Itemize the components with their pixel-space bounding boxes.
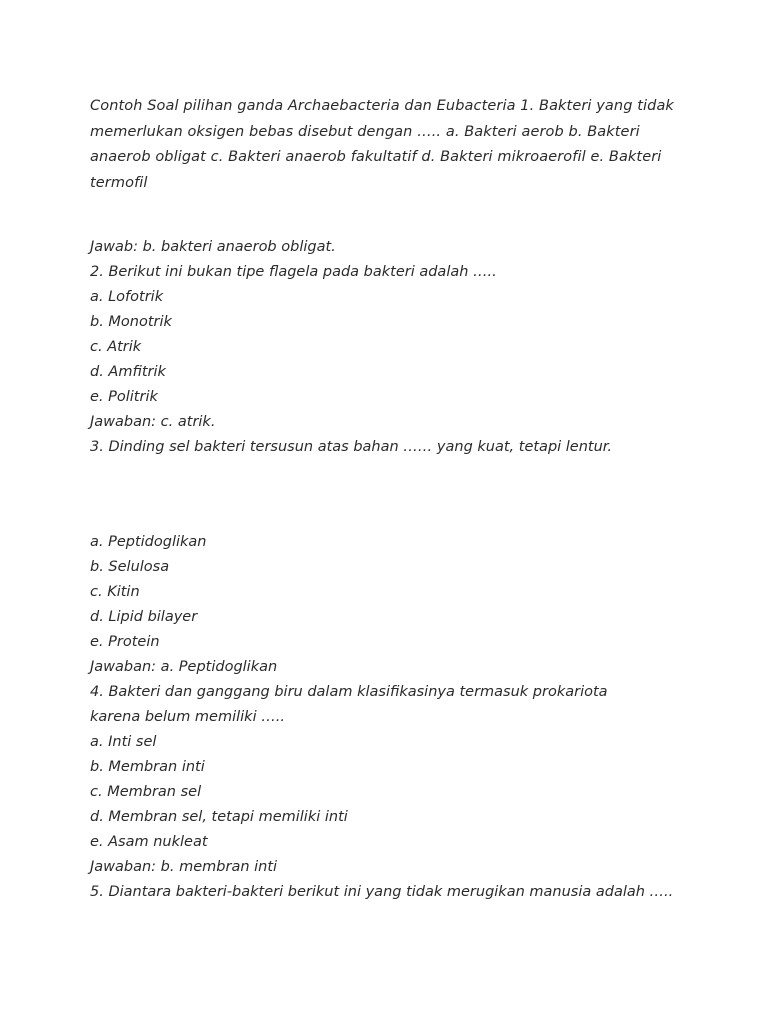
option-line: b. Membran inti bbox=[90, 759, 205, 775]
answer-line-4: Jawaban: b. membran inti bbox=[90, 859, 278, 875]
option-line: e. Politrik bbox=[90, 389, 158, 405]
option-line: d. Amfitrik bbox=[90, 364, 166, 380]
answer-line-3: Jawaban: a. Peptidoglikan bbox=[90, 659, 278, 675]
answer-line-1: Jawab: b. bakteri anaerob obligat. bbox=[90, 239, 336, 255]
option-line: c. Membran sel bbox=[90, 784, 202, 800]
option-line: c. Atrik bbox=[90, 339, 142, 355]
intro-paragraph: Contoh Soal pilihan ganda Archaebacteria dan Eubacteria 1. Bakteri yang tidak memerlukan oksigen bebas disebut dengan ….. a. Bakteri aerob b. Bakteri anaerob obligat c. Bakteri anaerob fakultatif d. Bakteri mikroaerofil e. Bakteri termofil bbox=[90, 98, 674, 191]
option-line: b. Monotrik bbox=[90, 314, 172, 330]
option-line: d. Membran sel, tetapi memiliki inti bbox=[90, 809, 348, 825]
option-line: c. Kitin bbox=[90, 584, 140, 600]
option-line: a. Lofotrik bbox=[90, 289, 164, 305]
question-block-1 bbox=[90, 235, 730, 460]
answer-line-2: Jawaban: c. atrik. bbox=[90, 414, 216, 430]
option-line: e. Protein bbox=[90, 634, 160, 650]
question-4: 4. Bakteri dan ganggang biru dalam klasifikasinya termasuk prokariota karena belum memiliki ….. bbox=[90, 684, 608, 725]
option-line: d. Lipid bilayer bbox=[90, 609, 198, 625]
option-line: b. Selulosa bbox=[90, 559, 170, 575]
option-line: a. Peptidoglikan bbox=[90, 534, 207, 550]
question-block-2 bbox=[90, 530, 730, 905]
question-5: 5. Diantara bakteri-bakteri berikut ini yang tidak merugikan manusia adalah ….. bbox=[90, 884, 674, 900]
question-2: 2. Berikut ini bukan tipe flagela pada bakteri adalah ….. bbox=[90, 264, 497, 280]
option-line: e. Asam nukleat bbox=[90, 834, 208, 850]
option-line: a. Inti sel bbox=[90, 734, 157, 750]
question-3: 3. Dinding sel bakteri tersusun atas bahan …… yang kuat, tetapi lentur. bbox=[90, 439, 613, 455]
